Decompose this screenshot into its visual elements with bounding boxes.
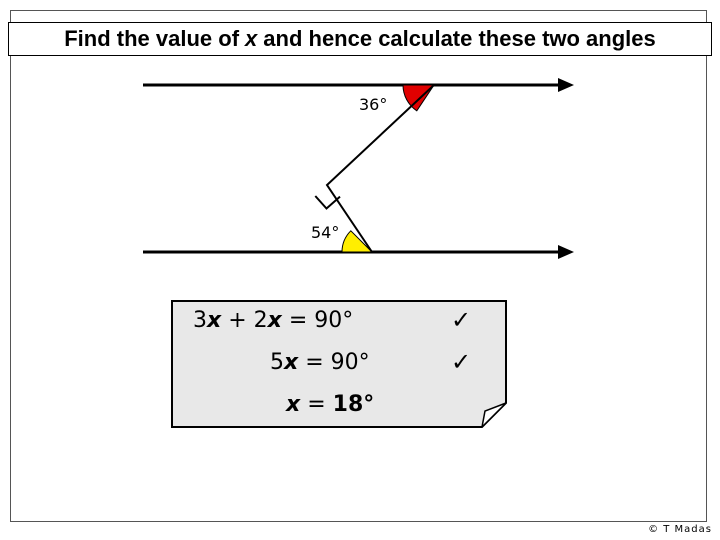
angle-label-top: 36° [359,95,388,114]
equation-line-3: x = 18° [286,392,375,417]
top-arrow-head [558,78,574,92]
title-prefix: Find the value of [64,26,240,51]
equation-line-1: 3x + 2x = 90° [193,308,354,333]
equation-line-2: 5x = 90° [270,350,370,375]
working-card [171,300,507,428]
bottom-angle-sector [342,231,372,252]
check-icon: ✓ [451,306,472,334]
bottom-arrow-head [558,245,574,259]
title-suffix: and hence calculate these two angles [263,26,656,51]
check-icon: ✓ [451,348,472,376]
title-variable: x [245,26,258,51]
angle-label-bottom: 54° [311,223,340,242]
copyright-notice: © T Madas [648,524,712,535]
